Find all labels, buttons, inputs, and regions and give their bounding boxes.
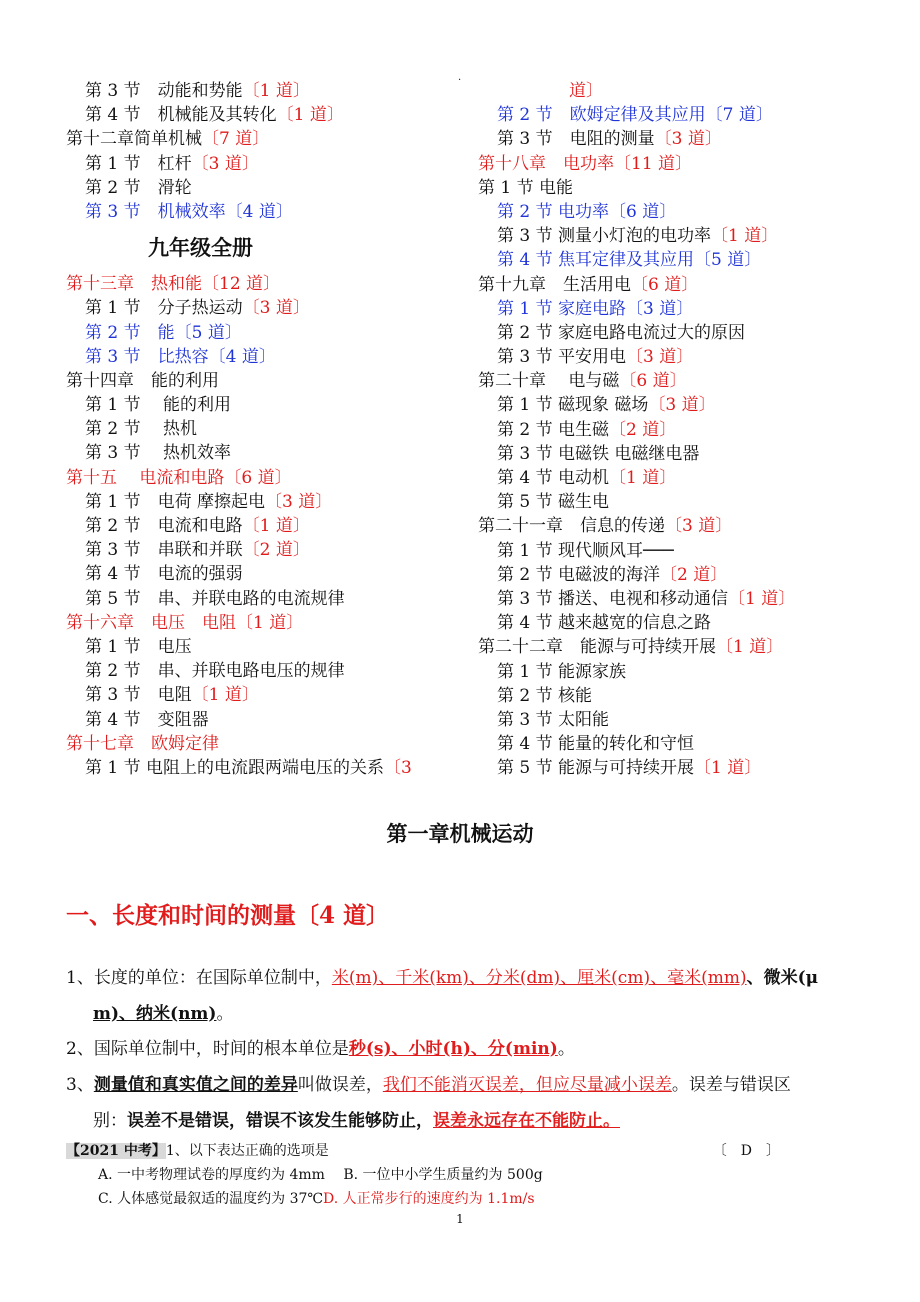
toc-entry [478,635,908,659]
toc-entry [66,635,446,659]
toc-entry [66,756,446,780]
toc-entry-count: 〔1 道〕 [242,81,310,101]
toc-entry [478,393,908,417]
toc-entry [478,127,908,151]
p3-l2-prefix: 别： [93,1111,127,1131]
toc-entry-title: 第 3 节 动能和势能 [85,81,243,101]
grade-title: 九年级全册 [148,235,253,261]
toc-entry-title: 第 1 节 分子热运动 [85,298,243,319]
toc-entry-title: 第 3 节 测量小灯泡的电功率 [497,226,712,247]
top-dot: . [458,72,462,83]
toc-entry-count: 〔3 道〕 [265,491,333,512]
toc-entry-title: 第 2 节 滑轮 [85,177,192,198]
toc-entry-title: 第 5 节 串、并联电路的电流规律 [85,588,345,609]
toc-entry-title: 第 2 节 欧姆定律及其应用 [497,105,706,126]
toc-entry-title: 第 2 节 电流和电路 [85,516,243,536]
toc-entry-title: 第 2 节 家庭电路电流过大的原因 [497,322,746,343]
toc-entry [66,345,446,369]
toc-entry [66,417,446,441]
toc-entry-count: 〔3 道〕 [626,298,694,319]
toc-entry-title: 第 1 节 电阻上的电流跟两端电压的关系 [85,757,385,778]
toc-entry-title: 第 3 节 电阻 [85,685,192,706]
toc-entry-count: 〔6 道〕 [631,274,699,295]
toc-entry [66,393,446,417]
toc-entry [478,224,908,248]
toc-entry-title: 第 2 节 串、并联电路电压的规律 [85,661,345,682]
toc-entry [478,708,908,732]
exam-option-a-b: A. 一中考物理试卷的厚度约为 4mm B. 一位中小学生质量约为 500g [98,1167,543,1183]
toc-entry-title: 第 4 节 越来越宽的信息之路 [497,613,712,634]
toc-entry [478,369,908,393]
toc-entry-title: 第十二章简单机械 [66,129,202,150]
toc-entry-title: 第 3 节 平安用电 [497,347,627,368]
toc-entry [478,103,908,127]
toc-entry [66,152,446,176]
toc-entry [66,538,446,562]
toc-entry-title: 第 1 节 电荷 摩擦起电 [85,491,266,512]
toc-entry-title: 第 3 节 串联和并联 [85,540,243,561]
exam-tag: 【2021 中考】 [66,1143,166,1159]
toc-entry [478,563,908,587]
toc-entry-title: 第 1 节 家庭电路 [497,298,627,319]
toc-entry-count: 〔1 道〕 [242,516,310,536]
p1-prefix: 1、长度的单位：在国际单位制中， [66,968,332,988]
toc-entry-count: 〔6 道〕 [224,467,292,488]
p2-prefix: 2、国际单位制中，时间的根本单位是 [66,1039,349,1059]
toc-entry-title: 第十五 电流和电路 [66,467,225,488]
toc-entry [478,684,908,708]
toc-entry-title: 第十六章 电压 电阻 [66,612,236,633]
toc-entry-count: 〔4 道〕 [208,346,276,367]
toc-entry-title: 第 4 节 机械能及其转化 [85,105,277,126]
toc-entry-count: 〔5 道〕 [694,250,762,271]
paragraph-error [66,1067,866,1139]
p1-tail: 、微米(μ [746,968,819,988]
toc-right-column [478,79,908,780]
toc-entry [478,273,908,297]
exam-question [66,1139,866,1211]
toc-entry-count: 〔1 道〕 [236,612,304,633]
toc-entry-count: 〔3 道〕 [654,129,722,150]
toc-entry-count: 〔3 道〕 [648,395,716,416]
toc-entry [66,514,446,538]
p3-red: 我们不能消灭误差，但应尽量减小误差 [382,1075,672,1095]
toc-entry-title: 第 3 节 播送、电视和移动通信 [497,588,729,609]
toc-entry [66,466,446,490]
toc-entry-title: 第十三章 热和能 [66,274,202,295]
toc-entry-title: 第 1 节 能的利用 [85,395,232,416]
toc-entry [478,587,908,611]
toc-entry [66,79,446,103]
toc-entry [478,200,908,224]
toc-entry-title: 第 5 节 能源与可持续开展 [497,758,695,779]
toc-entry-count: 〔1 道〕 [276,105,344,126]
toc-entry [66,732,446,756]
p3-mid: 叫做误差， [297,1075,383,1095]
toc-entry-title: 第 3 节 机械效率 [85,201,226,222]
toc-entry [478,321,908,345]
toc-entry-title: 第 1 节 电能 [478,177,574,198]
toc-entry [66,683,446,707]
toc-entry [66,127,446,151]
toc-entry-title: 第 1 节 现代顺风耳─── [497,540,674,561]
p3-l2-bold: 误差不是错误，错误不该发生能够防止， [127,1111,433,1131]
toc-entry [66,708,446,732]
toc-entry [478,490,908,514]
toc-entry-count: 〔7 道〕 [202,129,270,150]
toc-entry [478,79,908,103]
toc-entry-title: 第 4 节 电动机 [497,468,610,488]
toc-entry-count: 〔3 道〕 [191,153,259,174]
page-number: 1 [456,1212,464,1226]
toc-entry [66,369,446,393]
exam-option-d: D. 人正常步行的速度约为 1.1m/s [323,1191,535,1207]
toc-entry-title: 第 1 节 电压 [85,636,192,657]
toc-entry-count: 〔6 道〕 [609,201,677,222]
toc-entry-title: 第 2 节 热机 [85,419,198,440]
toc-entry [478,514,908,538]
toc-entry-count: 〔7 道〕 [705,105,773,126]
toc-entry-title: 第 4 节 变阻器 [85,709,209,730]
toc-entry [478,418,908,442]
section-title: 一、长度和时间的测量〔4 道〕 [66,902,390,929]
toc-entry-count: 〔1 道〕 [711,226,779,247]
toc-entry-count: 〔2 道〕 [242,540,310,561]
toc-entry [66,200,446,224]
toc-entry [478,297,908,321]
exam-option-c: C. 人体感觉最叙适的温度约为 37℃ [98,1191,324,1207]
chapter-title: 第一章机械运动 [386,821,534,846]
toc-entry-count: 〔4 道〕 [225,201,293,222]
toc-left-column [66,79,446,780]
toc-entry [478,466,908,490]
toc-entry-count: 〔11 道〕 [614,153,693,174]
toc-entry [66,272,446,296]
toc-entry [66,176,446,200]
toc-entry [478,176,908,200]
toc-entry-title: 第十九章 生活用电 [478,274,631,295]
toc-entry-count: 〔2 道〕 [609,419,677,440]
toc-entry [66,441,446,465]
toc-entry-count: 〔1 道〕 [191,685,259,706]
toc-entry-title: 第 2 节 核能 [497,685,593,706]
toc-entry-title: 第 3 节 电阻的测量 [497,129,655,150]
toc-entry-count: 〔3 道〕 [626,347,694,368]
toc-entry-count: 〔1 道〕 [609,468,677,488]
toc-entry-title: 第 1 节 磁现象 磁场 [497,395,649,416]
toc-entry-title: 第二十二章 能源与可持续开展 [478,637,716,658]
p3-bold: 测量值和真实值之间的差异 [93,1075,298,1095]
toc-entry-title: 第十七章 欧姆定律 [66,733,219,754]
toc-entry-title: 第 3 节 电磁铁 电磁继电器 [497,443,700,464]
toc-entry [66,659,446,683]
toc-entry-count: 〔12 道〕 [202,274,281,295]
toc-entry [478,732,908,756]
toc-entry-count: 〔6 道〕 [619,371,687,392]
toc-entry [478,442,908,466]
toc-entry-title: 第二十一章 信息的传递 [478,516,665,537]
toc-entry-count: 〔5 道〕 [174,322,242,343]
p3-prefix: 3、 [66,1075,94,1095]
toc-entry-title: 第二十章 电与磁 [478,371,620,392]
toc-entry-title: 第 2 节 电生磁 [497,419,610,440]
toc-entry-count: 〔3 [384,757,412,778]
toc-entry-title: 第 2 节 电磁波的海洋 [497,564,661,585]
toc-entry-title: 第 4 节 电流的强弱 [85,564,243,585]
toc-entry [66,103,446,127]
exam-answer: 〔 D 〕 [712,1143,780,1159]
toc-entry [478,248,908,272]
p1-units: 米(m)、千米(km)、分米(dm)、厘米(cm)、毫米(mm) [331,968,747,988]
toc-entry-count: 〔1 道〕 [694,758,762,779]
toc-entry-count: 道〕 [569,81,603,101]
toc-entry [478,611,908,635]
toc-entry [66,562,446,586]
toc-entry-title: 第 2 节 电功率 [497,201,610,222]
toc-entry-count: 〔1 道〕 [716,637,784,658]
paragraph-length-units [66,960,866,1032]
toc-entry-title: 第 3 节 比热容 [85,346,209,367]
toc-entry-count: 〔3 道〕 [665,516,733,537]
paragraph-time-units [66,1031,866,1067]
toc-entry-title: 第 2 节 能 [85,322,175,343]
toc-entry-title: 第 3 节 热机效率 [85,443,232,464]
toc-entry-count: 〔2 道〕 [660,564,728,585]
toc-entry [478,345,908,369]
toc-entry-title: 第 3 节 太阳能 [497,709,610,730]
toc-entry [478,152,908,176]
toc-entry-title: 第 5 节 磁生电 [497,492,610,513]
toc-entry-title: 第十四章 能的利用 [66,370,219,391]
p1-end: 。 [216,1004,234,1024]
toc-entry [478,756,908,780]
toc-entry [478,539,908,563]
p2-units: 秒(s)、小时(h)、分(min) [348,1039,558,1059]
toc-entry-title: 第 4 节 能量的转化和守恒 [497,734,695,755]
p3-l2-red: 误差永远存在不能防止。 [433,1111,620,1131]
p1-units-2: m)、纳米(nm) [93,1004,217,1024]
toc-entry-title: 第 1 节 杠杆 [85,153,192,174]
toc-entry-title: 第十八章 电功率 [478,153,614,174]
p2-end: 。 [557,1039,575,1059]
toc-entry [478,660,908,684]
p3-tail: 。误差与错误区 [671,1075,791,1095]
toc-entry [66,296,446,320]
toc-entry-count: 〔3 道〕 [242,298,310,319]
toc-entry-title: 第 1 节 能源家族 [497,661,627,682]
toc-entry [66,587,446,611]
toc-entry [66,611,446,635]
exam-question-text: 1、以下表达正确的选项是 [165,1143,329,1159]
toc-entry [66,321,446,345]
toc-entry-title: 第 4 节 焦耳定律及其应用 [497,250,695,271]
toc-entry-count: 〔1 道〕 [728,588,796,609]
toc-entry [66,490,446,514]
